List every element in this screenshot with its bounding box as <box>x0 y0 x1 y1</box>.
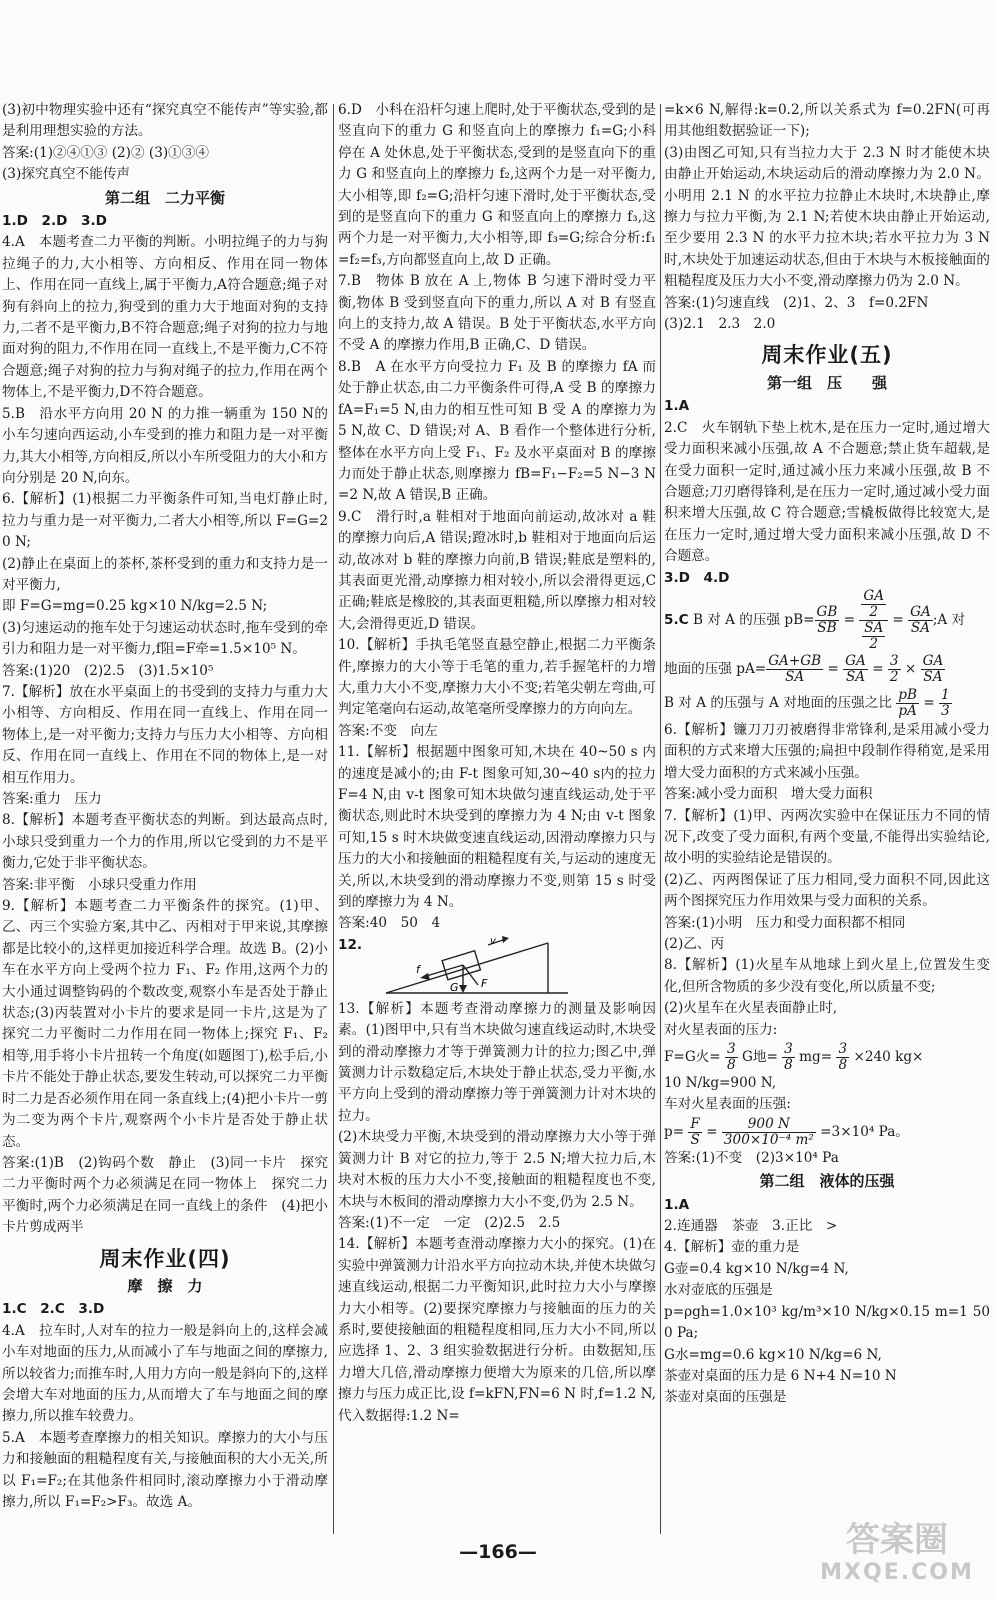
question-explanation: 4.A 本题考查二力平衡的判断。小明拉绳子的力与狗拉绳子的力,大小相等、方向相反、作用在同一物体上、作用在同一直线上,属于平衡力,A符合题意;绳子对狗有斜向上的拉力,狗受到的重力大于地面对狗的支持力,二者不是平衡力,B不符合题意;绳子对狗的拉力与地面对狗的阻力,不作用在同一直线上,不是平衡力,C不符合题意;绳子对狗的拉力与狗对绳子的拉力,作用在两个物体上,不是平衡力,D不符合题意。 <box>2 234 328 401</box>
answer-line: (3)探究真空不能传声 <box>2 166 131 183</box>
column-divider <box>660 104 661 1534</box>
question-5-formula: 5.C B 对 A 的压强 pB= $\frac{GB}{SB}$ = $\frac{\frac{GA}{2}}{\frac{SA}{2}}$ = $\frac{GA}{SA}$ ;A 对 <box>664 587 966 652</box>
question-explanation: 4.【解析】壶的重力是 <box>664 1239 800 1256</box>
g-label: G <box>450 980 459 994</box>
paragraph: =k×6 N,解得:k=0.2,所以关系式为 f=0.2FN(可再用其他组数据验证一下); <box>664 102 990 140</box>
paragraph: 茶壶对桌面的压强是 <box>664 1389 787 1406</box>
chapter-heading: 周末作业(四) <box>99 1246 231 1271</box>
paragraph: (2)火星车在火星表面静止时, <box>664 1000 838 1017</box>
section-heading: 第一组 压 强 <box>766 373 887 392</box>
question-explanation: 5.A 本题考查摩擦力的相关知识。摩擦力的大小与压力和接触面的粗糙程度有关,与接触面积的大小无关,所以 F₁=F₂;在其他条件相同时,滚动摩擦力小于滑动摩擦力,所以 F₁=F₂>F₃。故选 A。 <box>2 1429 328 1510</box>
answer-line: 答案:(1)小明 压力和受力面积都不相同 <box>664 914 906 931</box>
paragraph: 茶壶对桌面的压力是 6 N+4 N=10 N <box>664 1367 897 1384</box>
question-explanation: 2.C 火车钢轨下垫上枕木,是在压力一定时,通过增大受力面积来减小压强,故 A 不合题意;禁止货车超载,是在受力面积一定时,通过减小压力来减小压强,故 B 不合题意;刀刃磨得锋利,是在压力一定时,通过减小受力面积来增大压强,故 C 符合题意;雪橇板做得比较宽大,是在压力一定时,通过增大受力面积来减小压强,故 D 不合题意。 <box>664 419 990 565</box>
paragraph: (3)初中物理实验中还有“探究真空不能传声”等实验,都是利用理想实验的方法。 <box>2 102 328 140</box>
inclined-plane-diagram <box>378 935 578 999</box>
question-explanation: 8.【解析】(1)火星车从地球上到火星上,位置发生变化,但所含物质的多少没有变化,所以质量不变; <box>664 957 990 995</box>
question-explanation: 8.B A 在水平方向受拉力 F₁ 及 B 的摩擦力 fA 而处于静止状态,由二力平衡条件可得,A 受 B 的摩擦力 fA=F₁=5 N,由力的相互性可知 B 受 A 的摩擦力为 5 N,故 C、D 错误;对 A、B 看作一个整体进行分析,整体在水平方向上受 F₁、F₂ 及水平桌面对 B 的摩擦力而处于静止状态,则摩擦力 fB=F₁−F₂=5 N−3 N=2 N,故 A 错误,B 正确。 <box>338 358 656 504</box>
paragraph: 即 F=G=mg=0.25 kg×10 N/kg=2.5 N; <box>2 598 268 615</box>
column-middle <box>338 100 656 1427</box>
question-explanation: 14.【解析】本题考查滑动摩擦力大小的探究。(1)在实验中弹簧测力计沿水平方向拉动木块,并使木块做匀速直线运动,根据二力平衡知识,此时拉力大小与摩擦力大小相等。(2)要探究摩擦力与接触面的压力的关系时,要使接触面的粗糙程度相同,压力大小不同,所以应选择 1、2、3 组实验数据进行分析。由数据知,压力增大几倍,滑动摩擦力便增大为原来的几倍,所以摩擦力与压力成正比,设 f=kFN,FN=6 N 时,f=1.2 N,代入数据得:1.2 N= <box>338 1236 656 1424</box>
answer-line: 答案:重力 压力 <box>2 791 102 807</box>
chapter-heading: 周末作业(五) <box>761 343 893 368</box>
watermark-text: 答案圈 <box>846 1520 948 1560</box>
question-explanation: 13.【解析】本题考查滑动摩擦力的测量及影响因素。(1)图甲中,只有当木块做匀速直线运动时,木块受到的滑动摩擦力才等于弹簧测力计的拉力;图乙中,弹簧测力计示数稳定后,木块处于静止状态,受力平衡,水平方向上受到的滑动摩擦力等于弹簧测力计对木块的拉力。 <box>338 1000 656 1124</box>
answer-line: 答案:(1)②④①③ (2)② (3)①③④ <box>2 144 209 161</box>
paragraph: p=ρgh=1.0×10³ kg/m³×10 N/kg×0.15 m=1 500 Pa; <box>664 1303 990 1342</box>
answer-line: 答案:(1)不变 (2)3×10⁴ Pa <box>664 1149 839 1166</box>
paragraph: (2)木块受力平衡,木块受到的滑动摩擦力大小等于弹簧测力计 B 对它的拉力,等于 2.5 N;增大拉力后,木块对木板的压力大小不变,接触面的粗糙程度也不变,木块与木板间的滑动摩擦力大小不变,仍为 2.5 N。 <box>338 1129 656 1210</box>
paragraph: 10 N/kg=900 N, <box>664 1075 777 1092</box>
answer-line: 1.C 2.C 3.D <box>2 1301 105 1318</box>
question-explanation: 6.【解析】(1)根据二力平衡条件可知,当电灯静止时,拉力与重力是一对平衡力,二者大小相等,所以 F=G=20 N; <box>2 491 328 551</box>
answer-line: (3)2.1 2.3 2.0 <box>664 316 776 333</box>
paragraph: 车对火星表面的压强: <box>664 1096 791 1113</box>
answer-line: 答案:40 50 4 <box>338 915 441 932</box>
watermark-logo <box>812 1520 982 1590</box>
question-explanation: 9.C 滑行时,a 鞋相对于地面向前运动,故冰对 a 鞋的摩擦力向后,A 错误;蹬冰时,b 鞋相对于地面向后运动,故冰对 b 鞋的摩擦力向前,B 错误;鞋底是塑料的,其表面更光滑,动摩擦力相对较小,所以会滑得更远,C 正确;鞋底是橡胶的,其表面更粗糙,所以摩擦力相对较大,会滑得更近,D 错误。 <box>338 508 656 632</box>
question-explanation: 9.【解析】本题考查二力平衡条件的探究。(1)甲、乙、丙三个实验方案,其中乙、丙相对于甲来说,其摩擦都是比较小的,这样更加接近科学合理。故选 B。(2)小车在水平方向上受两个拉力 F₁、F₂ 作用,这两个力的大小通过调整钩码的个数改变,观察小车是否处于静止状态;(3)丙装置对小卡片的要求是同一卡片,这是为了探究二力平衡时二力作用在同一物体上;探究 F₁、F₂ 相等,用手将小卡片扭转一个角度(如题图丁),松手后,小卡片不能处于静止状态,要发生转动,可以探究二力平衡时二力是否必须作用在同一条直线上;(4)把小卡片一剪为二变为两个卡片,观察两个小卡片是否处于静止状态。 <box>2 898 328 1150</box>
question-5-formula-3: B 对 A 的压强与 A 对地面的压强之比 $\frac{pB}{pA}$ = $\frac{1}{3}$ <box>664 686 950 719</box>
column-left <box>2 100 328 1513</box>
question-explanation: 11.【解析】根据题中图象可知,木块在 40~50 s 内的速度是减小的;由 F-t 图象可知,30~40 s内的拉力 F=4 N,由 v-t 图象可知木块做匀速直线运动,处于平衡状态,则此时木块受到的摩擦力为 4 N;由 v-t 图象可知,15 s 时木块做变速直线运动,因滑动摩擦力只与压力的大小和接触面的粗糙程度有关,与运动的速度无关,所以,木块受到的滑动摩擦力不变,则第 15 s 时受到的摩擦力为 4 N。 <box>338 744 656 911</box>
question-number: 12. <box>338 936 363 953</box>
answer-line: 答案:(1)匀速直线 (2)1、2、3 f=0.2FN <box>664 294 929 311</box>
answer-line: 答案:不变 向左 <box>338 722 438 739</box>
paragraph: G壶=0.4 kg×10 N/kg=4 N, <box>664 1260 849 1277</box>
answer-line: 答案:非平衡 小球只受重力作用 <box>2 876 197 893</box>
column-divider <box>333 104 334 1534</box>
paragraph: (3)匀速运动的拖车处于匀速运动状态时,拖车受到的牵引力和阻力是一对平衡力,f阻=F牵=1.5×10⁵ N。 <box>2 619 328 658</box>
v-label: v <box>490 935 496 947</box>
paragraph: 水对壶底的压强是 <box>664 1282 773 1299</box>
mars-force-formula: F=G火= $\frac{3}{8}$ G地= $\frac{3}{8}$ mg= $\frac{3}{8}$ ×240 kg× <box>664 1041 924 1074</box>
question-explanation: 5.B 沿水平方向用 20 N 的力推一辆重为 150 N的小车匀速向西运动,小车受到的推力和阻力是一对平衡力,其大小相等,方向相反,所以小车所受阻力的大小和方向分别是 20 N,向东。 <box>2 405 328 486</box>
column-right <box>664 100 990 1409</box>
answer-line: 答案:(1)B (2)钩码个数 静止 (3)同一卡片 探究二力平衡时两个力必须满足在同一物体上 探究二力平衡时,两个力必须满足在同一直线上的条件 (4)把小卡片剪成两半 <box>2 1154 328 1236</box>
answer-line: (2)乙、丙 <box>664 936 725 952</box>
question-explanation: 7.【解析】放在水平桌面上的书受到的支持力与重力大小相等、方向相反、作用在同一直线上、作用在同一物体上,是一对平衡力;支持力与压力大小相等、方向相反、作用在同一直线上、作用在不同的物体上,是一对相互作用力。 <box>2 683 328 786</box>
section-heading: 第二组 二力平衡 <box>104 188 225 207</box>
paragraph: 对火星表面的压力: <box>664 1021 778 1038</box>
watermark-url: MXQE.COM <box>820 1560 974 1585</box>
f-label: f <box>416 962 420 976</box>
paragraph: (2)乙、丙两图保证了压力相同,受力面积不同,因此这两个图探究压力作用效果与受力面积的关系。 <box>664 871 990 910</box>
paragraph: G水=mg=0.6 kg×10 N/kg=6 N, <box>664 1346 882 1363</box>
question-explanation: 8.【解析】本题考查平衡状态的判断。到达最高点时,小球只受到重力一个力的作用,所以它受到的力不是平衡力,它处于非平衡状态。 <box>2 812 328 872</box>
question-explanation: 6.【解析】镰刀刀刃被磨得非常锋利,是采用减小受力面积的方式来增大压强的;扁担中段制作得稍宽,是采用增大受力面积的方式来减小压强。 <box>664 721 990 781</box>
section-heading: 第二组 液体的压强 <box>759 1172 895 1191</box>
answer-line: 1.A <box>664 398 690 415</box>
paragraph: (3)由图乙可知,只有当拉力大于 2.3 N 时才能使木块由静止开始运动,木块运动后的滑动摩擦力为 2.0 N。小明用 2.1 N 的水平拉力拉静止木块时,木块静止,摩擦力与拉力平衡,为 2.1 N;若使木块由静止开始运动,至少要用 2.3 N 的水平力拉木块;若水平拉力为 3 N 时,木块处于加速运动状态,但由于木块与木板接触面的粗糙程度及压力大小不变,滑动摩擦力仍为 2.0 N。 <box>664 144 990 290</box>
answer-line: 3.D 4.D <box>664 569 730 586</box>
slope-line <box>386 943 548 993</box>
paragraph: (2)静止在桌面上的茶杯,茶杯受到的重力和支持力是一对平衡力, <box>2 555 328 593</box>
answer-line: 1.D 2.D 3.D <box>2 213 107 230</box>
question-explanation: 7.【解析】(1)甲、丙两次实验中在保证压力不同的情况下,改变了受力面积,有两个变量,不能得出实验结论,故小明的实验结论是错误的。 <box>664 807 990 867</box>
question-explanation: 4.A 拉车时,人对车的拉力一般是斜向上的,这样会减小车对地面的压力,从而减小了车与地面之间的摩擦力,所以较省力;而推车时,人用力方向一般是斜向下的,这样会增大车对地面的压力,从而增大了车与地面之间的摩擦力,所以推车较费力。 <box>2 1322 328 1425</box>
answer-line: 1.A <box>664 1196 690 1213</box>
answer-line: 答案:(1)20 (2)2.5 (3)1.5×10⁵ <box>2 662 214 679</box>
answer-line: 2.连通器 茶壶 3.正比 > <box>664 1218 838 1235</box>
section-heading: 摩 擦 力 <box>127 1276 203 1295</box>
page-number: —166— <box>459 1541 537 1563</box>
answer-line: 答案:(1)不一定 一定 (2)2.5 2.5 <box>338 1214 561 1231</box>
question-12 <box>338 935 656 999</box>
question-explanation: 6.D 小科在沿杆匀速上爬时,处于平衡状态,受到的是竖直向下的重力 G 和竖直向上的摩擦力 f₁=G;小科停在 A 处休息,处于平衡状态,受到的是竖直向下的重力 G 和竖直向上的摩擦力 f₂,这两个力是一对平衡力,大小相等,即 f₂=G;沿杆匀速下滑时,处于平衡状态,受到的是竖直向下的重力 G 和竖直向上的摩擦力 f₃,这两个力是一对平衡力,大小相等,即 f₃=G;综合分析:f₁=f₂=f₃,方向都竖直向上,故 D 正确。 <box>338 102 656 268</box>
answer-line: 答案:减小受力面积 增大受力面积 <box>664 786 873 803</box>
question-5-formula-2: 地面的压强 pA= $\frac{GA+GB}{SA}$ = $\frac{GA}{SA}$ = $\frac{3}{2}$ × $\frac{GA}{SA}$ <box>664 652 944 685</box>
question-explanation: 10.【解析】手执毛笔竖直悬空静止,根据二力平衡条件,摩擦力的大小等于毛笔的重力,若手握笔杆的力增大,重力大小不变,摩擦力大小不变;若笔尖朝左弯曲,可判定笔毫向右运动,故笔毫所受摩擦力的方向向左。 <box>338 637 656 718</box>
question-explanation: 7.B 物体 B 放在 A 上,物体 B 匀速下滑时受力平衡,物体 B 受到竖直向下的重力,所以 A 对 B 有竖直向上的支持力,故 A 错误。B 处于平衡状态,水平方向不受 A 的摩擦力作用,B 正确,C、D 错误。 <box>338 273 656 354</box>
F-label: F <box>481 976 488 990</box>
mars-pressure-formula: p= $\frac{F}{S}$ = $\frac{900 N}{\text{300×10⁻⁴ m²}}$ =3×10⁴ Pa。 <box>664 1115 909 1148</box>
